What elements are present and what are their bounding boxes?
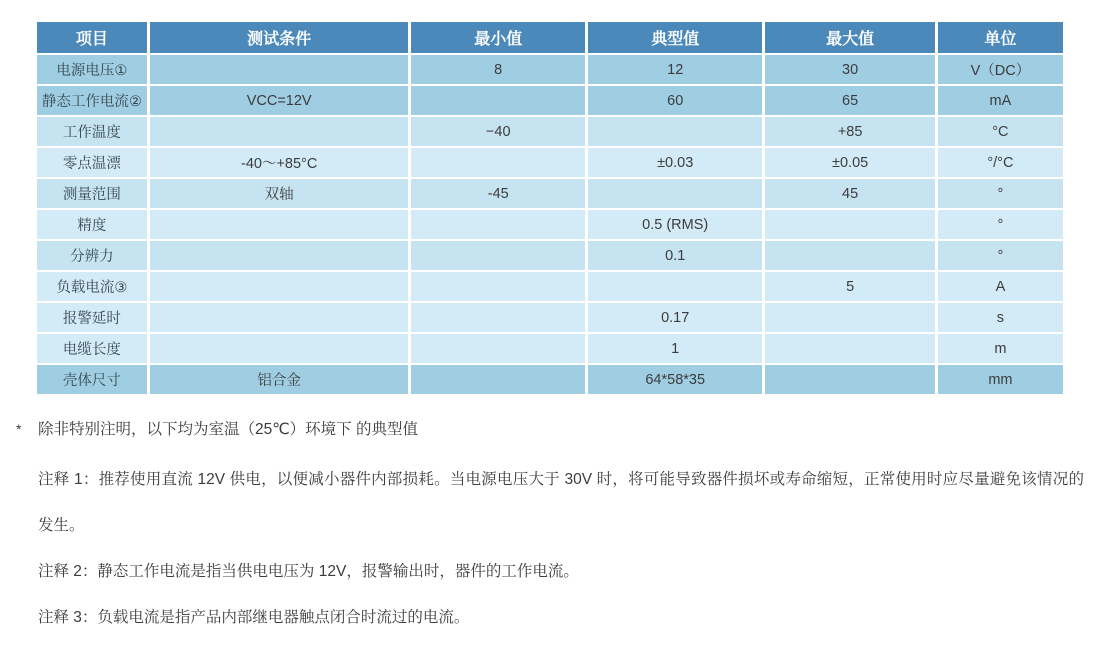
table-cell: [150, 55, 412, 86]
table-row: [37, 303, 1063, 334]
table-cell: 64*58*35: [588, 365, 765, 396]
table-row: [37, 365, 1063, 396]
asterisk-icon: *: [16, 421, 22, 437]
table-cell: [411, 303, 587, 334]
column-header: 最大值: [765, 22, 937, 55]
item-cell: 工作温度: [37, 117, 150, 148]
table-cell: 铝合金: [150, 365, 412, 396]
item-cell: 负载电流③: [37, 272, 150, 303]
table-row: [37, 210, 1063, 241]
table-row: [37, 334, 1063, 365]
item-cell: 静态工作电流②: [37, 86, 150, 117]
note-paragraph: 注释 2：静态工作电流是指当供电电压为 12V，报警输出时，器件的工作电流。: [38, 563, 579, 580]
table-cell: [150, 334, 412, 365]
table-cell: ±0.03: [588, 148, 765, 179]
table-cell: [765, 210, 937, 241]
table-cell: ±0.05: [765, 148, 937, 179]
table-cell: s: [938, 303, 1063, 334]
table-cell: [765, 241, 937, 272]
table-cell: [150, 241, 412, 272]
table-cell: -40～+85°C: [150, 148, 412, 179]
header-row: [37, 22, 1063, 55]
table-cell: [411, 334, 587, 365]
table-cell: [150, 117, 412, 148]
table-cell: °: [938, 179, 1063, 210]
spec-table-header: [37, 22, 1063, 55]
table-row: [37, 241, 1063, 272]
item-cell: 零点温漂: [37, 148, 150, 179]
table-cell: 0.17: [588, 303, 765, 334]
table-cell: 65: [765, 86, 937, 117]
column-header: 最小值: [411, 22, 587, 55]
table-cell: V（DC）: [938, 55, 1063, 86]
table-cell: -45: [411, 179, 587, 210]
table-cell: [411, 241, 587, 272]
table-cell: m: [938, 334, 1063, 365]
item-cell: 测量范围: [37, 179, 150, 210]
table-cell: [411, 86, 587, 117]
table-cell: mA: [938, 86, 1063, 117]
table-cell: 8: [411, 55, 587, 86]
column-header: 测试条件: [150, 22, 412, 55]
table-cell: 12: [588, 55, 765, 86]
table-cell: 0.1: [588, 241, 765, 272]
table-cell: [765, 365, 937, 396]
table-row: [37, 272, 1063, 303]
note-paragraph: 注释 1：推荐使用直流 12V 供电，以便减小器件内部损耗。当电源电压大于 30V 时，将可能导致器件损坏或寿命缩短，正常使用时应尽量避免该情况的发生。: [38, 471, 1084, 534]
table-cell: °: [938, 241, 1063, 272]
footnote: [16, 414, 1084, 445]
table-cell: [411, 210, 587, 241]
note-paragraph: 注释 3：负载电流是指产品内部继电器触点闭合时流过的电流。: [38, 609, 470, 626]
table-cell: [150, 272, 412, 303]
table-cell: [588, 179, 765, 210]
table-row: [37, 86, 1063, 117]
spec-table: [37, 22, 1063, 396]
table-row: [37, 148, 1063, 179]
notes-list: [16, 457, 1084, 641]
item-cell: 电源电压①: [37, 55, 150, 86]
table-row: [37, 117, 1063, 148]
item-cell: 报警延时: [37, 303, 150, 334]
footnote-text: 除非特别注明，以下均为室温（25℃）环境下 的典型值: [38, 421, 418, 438]
table-cell: [411, 365, 587, 396]
column-header: 单位: [938, 22, 1063, 55]
item-cell: 分辨力: [37, 241, 150, 272]
table-cell: +85: [765, 117, 937, 148]
table-cell: 60: [588, 86, 765, 117]
table-cell: VCC=12V: [150, 86, 412, 117]
table-cell: °/°C: [938, 148, 1063, 179]
table-cell: [588, 272, 765, 303]
column-header: 项目: [37, 22, 150, 55]
table-cell: 5: [765, 272, 937, 303]
table-cell: 0.5 (RMS): [588, 210, 765, 241]
table-cell: 45: [765, 179, 937, 210]
table-cell: °C: [938, 117, 1063, 148]
table-cell: [150, 210, 412, 241]
table-cell: 双轴: [150, 179, 412, 210]
item-cell: 精度: [37, 210, 150, 241]
table-row: [37, 179, 1063, 210]
table-cell: −40: [411, 117, 587, 148]
table-cell: [765, 334, 937, 365]
table-cell: 1: [588, 334, 765, 365]
table-row: [37, 55, 1063, 86]
table-cell: [411, 272, 587, 303]
table-cell: [765, 303, 937, 334]
table-cell: [150, 303, 412, 334]
table-cell: °: [938, 210, 1063, 241]
column-header: 典型值: [588, 22, 765, 55]
table-cell: [411, 148, 587, 179]
item-cell: 电缆长度: [37, 334, 150, 365]
table-cell: mm: [938, 365, 1063, 396]
spec-table-body: [37, 55, 1063, 396]
table-cell: [588, 117, 765, 148]
table-cell: A: [938, 272, 1063, 303]
notes-section: [16, 414, 1084, 641]
table-cell: 30: [765, 55, 937, 86]
item-cell: 壳体尺寸: [37, 365, 150, 396]
